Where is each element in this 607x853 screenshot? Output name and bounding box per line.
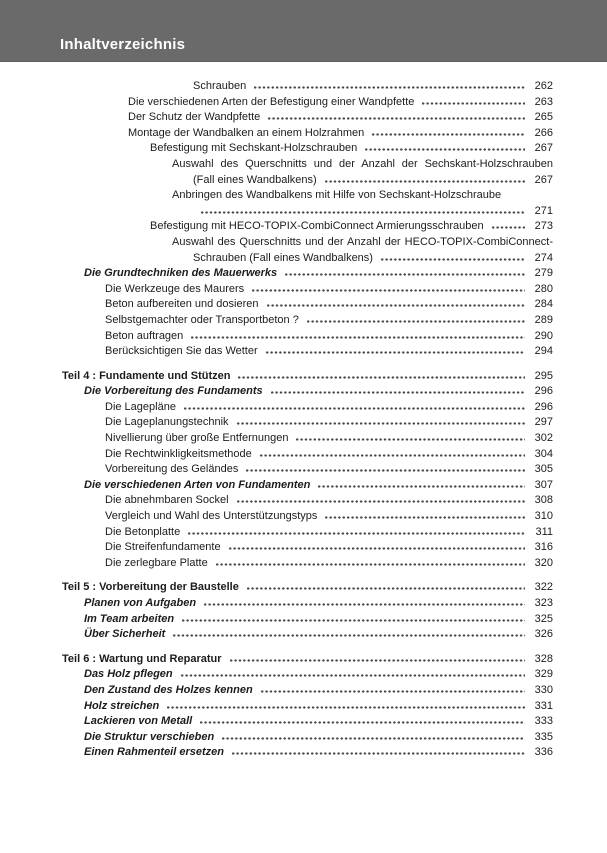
page-number: 263: [534, 95, 553, 108]
dots-leader: [265, 344, 525, 354]
toc-entry: [62, 667, 553, 683]
toc-entry: [62, 612, 553, 628]
page-number: 308: [534, 494, 553, 507]
toc-entry: [62, 525, 553, 541]
dots-leader: [267, 110, 525, 120]
toc-entry-title: Über Sicherheit: [84, 628, 166, 641]
toc-entry-title: Einen Rahmenteil ersetzen: [84, 746, 224, 759]
toc-entry: [62, 714, 553, 730]
page-number: 329: [534, 668, 553, 681]
page-number: 335: [534, 730, 553, 743]
page-number: 322: [534, 581, 553, 594]
page-number: 295: [534, 369, 553, 382]
toc-entry: [62, 297, 553, 313]
toc-entry-title: Teil 4 : Fundamente und Stützen: [62, 369, 231, 382]
dots-leader: [200, 204, 525, 214]
toc-entry-title: Nivellierung über große Entfernungen: [105, 432, 289, 445]
page-number: 262: [534, 80, 553, 92]
dots-leader: [260, 683, 525, 693]
toc-entry: [62, 384, 553, 400]
dots-leader: [203, 596, 525, 606]
toc-entry: [62, 540, 553, 556]
toc-entry-title: (Fall eines Wandbalkens): [193, 173, 317, 186]
toc-entry: [62, 157, 553, 173]
dots-leader: [187, 525, 525, 535]
toc-entry: [62, 730, 553, 746]
toc-entry-title: Die Betonplatte: [105, 525, 181, 538]
toc-entry-title: Montage der Wandbalken an einem Holzrahmen: [128, 126, 365, 139]
dots-leader: [172, 627, 525, 637]
toc-entry: [62, 126, 553, 142]
toc-entry: [62, 596, 553, 612]
toc-entry-title: Anbringen des Wandbalkens mit Hilfe von Sechskant-Holzschraube: [172, 189, 502, 202]
dots-leader: [259, 447, 525, 457]
toc-entry-title: Im Team arbeiten: [84, 612, 175, 625]
page-number: 289: [534, 313, 553, 326]
toc-entry: [62, 478, 553, 494]
toc-entry: [62, 266, 553, 282]
toc-entry-title: Die Lagepläne: [105, 400, 176, 413]
dots-leader: [180, 667, 525, 677]
toc-entry: [62, 110, 553, 126]
toc-entry: [62, 369, 553, 385]
toc-entry: [62, 431, 553, 447]
page-number: 333: [534, 715, 553, 728]
dots-leader: [421, 95, 525, 105]
page-number: 267: [534, 173, 553, 186]
dots-leader: [491, 219, 525, 229]
toc-entry: [62, 313, 553, 329]
toc-entry-title: Die Werkzeuge des Maurers: [105, 282, 245, 295]
page-number: 297: [534, 416, 553, 429]
dots-leader: [266, 297, 525, 307]
toc-entry-title: Die Grundtechniken des Mauerwerks: [84, 267, 278, 280]
toc-entry: [62, 493, 553, 509]
dots-leader: [166, 699, 525, 709]
toc-entry-title: Die verschiedenen Arten von Fundamenten: [84, 478, 311, 491]
toc-entry-title: Schrauben: [193, 80, 247, 92]
toc-entry-title: Die zerlegbare Platte: [105, 556, 208, 569]
page-number: 307: [534, 478, 553, 491]
dots-leader: [228, 540, 525, 550]
toc-entry: [62, 683, 553, 699]
dots-leader: [231, 745, 525, 755]
page-number: 273: [534, 220, 553, 233]
page-number: 326: [534, 628, 553, 641]
toc-entry-title: Beton auftragen: [105, 329, 184, 342]
dots-leader: [270, 384, 525, 394]
page-number: 323: [534, 597, 553, 609]
page-header: [0, 0, 607, 62]
toc-entry-title: Beton aufbereiten und dosieren: [105, 298, 259, 311]
dots-leader: [317, 478, 525, 488]
toc-entry: [62, 462, 553, 478]
toc-entry-title: Teil 6 : Wartung und Reparatur: [62, 652, 222, 665]
page-number: 316: [534, 541, 553, 554]
toc-entry-title: Die abnehmbaren Sockel: [105, 494, 229, 507]
dots-leader: [246, 580, 525, 590]
page-number: 265: [534, 111, 553, 124]
toc-entry: [62, 580, 553, 596]
dots-leader: [236, 493, 525, 503]
toc-entry-title: Auswahl des Querschnitts und der Anzahl der Sechskant-Holzschrauben: [172, 157, 553, 170]
page-number: 311: [535, 525, 553, 538]
page-number: 294: [534, 345, 553, 358]
toc-entry: [62, 141, 553, 157]
page-title: Inhaltverzeichnis: [60, 36, 186, 53]
dots-leader: [245, 462, 525, 472]
dots-leader: [306, 313, 525, 323]
dots-leader: [221, 730, 525, 740]
toc-entry-title: Vorbereitung des Geländes: [105, 463, 239, 476]
toc-entry: [62, 556, 553, 572]
dots-leader: [324, 509, 525, 519]
dots-leader: [324, 173, 525, 183]
toc-entry: [62, 415, 553, 431]
toc-entry-title: Befestigung mit Sechskant-Holzschrauben: [150, 142, 358, 155]
toc-entry-title: Das Holz pflegen: [84, 668, 173, 681]
dots-leader: [295, 431, 525, 441]
toc-entry-title: Selbstgemachter oder Transportbeton ?: [105, 313, 299, 326]
page-number: 305: [534, 463, 553, 476]
toc-entry: [62, 204, 553, 220]
dots-leader: [190, 329, 525, 339]
dots-leader: [371, 126, 525, 136]
page-number: 330: [534, 683, 553, 696]
toc-entry-title: Der Schutz der Wandpfette: [128, 111, 261, 124]
toc-entry-title: Holz streichen: [84, 699, 160, 712]
page-number: 325: [534, 612, 553, 625]
toc-entry: [62, 329, 553, 345]
toc-entry-title: Auswahl des Querschnitts und der Anzahl der HECO-TOPIX-CombiConnect-: [172, 235, 553, 248]
dots-leader: [237, 369, 525, 379]
page-number: 296: [534, 385, 553, 398]
dots-leader: [215, 556, 525, 566]
toc-entry: [62, 652, 553, 668]
toc-entry-title: Planen von Aufgaben: [84, 597, 197, 609]
page-number: 331: [534, 699, 553, 712]
toc-entry: [62, 745, 553, 761]
dots-leader: [199, 714, 525, 724]
page-number: 320: [534, 556, 553, 569]
toc-entry: [62, 400, 553, 416]
page-number: 290: [534, 329, 553, 342]
toc-entry-title: Die Rechtwinkligkeitsmethode: [105, 447, 252, 460]
toc-entry: [62, 627, 553, 643]
toc-entry: [62, 235, 553, 251]
page-number: 328: [534, 652, 553, 665]
dots-leader: [284, 266, 525, 276]
dots-leader: [183, 400, 525, 410]
toc-entry: [62, 219, 553, 235]
page-number: 280: [534, 282, 553, 295]
dots-leader: [229, 652, 525, 662]
toc-entry-title: Die verschiedenen Arten der Befestigung einer Wandpfette: [128, 95, 415, 108]
toc-list: [0, 62, 607, 761]
toc-entry-title: Die Struktur verschieben: [84, 730, 215, 743]
toc-entry-title: Die Vorbereitung des Fundaments: [84, 385, 263, 398]
toc-entry-title: Befestigung mit HECO-TOPIX-CombiConnect Armierungsschrauben: [150, 220, 484, 233]
page-number: 266: [534, 126, 553, 139]
toc-entry: [62, 173, 553, 189]
toc-entry-title: Berücksichtigen Sie das Wetter: [105, 345, 258, 358]
toc-entry: [62, 699, 553, 715]
dots-leader: [253, 79, 525, 89]
page-number: 310: [534, 510, 553, 523]
toc-entry: [62, 344, 553, 360]
page-number: 296: [534, 400, 553, 413]
dots-leader: [236, 415, 525, 425]
page-number: 274: [534, 251, 553, 264]
page-number: 271: [534, 204, 553, 217]
toc-entry-title: Vergleich und Wahl des Unterstützungstyps: [105, 510, 318, 523]
page-number: 304: [534, 447, 553, 460]
toc-entry-title: Schrauben (Fall eines Wandbalkens): [193, 251, 373, 264]
toc-entry: [62, 251, 553, 267]
page-number: 302: [534, 432, 553, 445]
page-number: 279: [534, 267, 553, 280]
toc-entry: [62, 188, 553, 204]
toc-entry-title: Teil 5 : Vorbereitung der Baustelle: [62, 581, 239, 594]
toc-entry: [62, 447, 553, 463]
toc-entry-title: Die Streifenfundamente: [105, 541, 221, 554]
dots-leader: [251, 282, 525, 292]
dots-leader: [380, 251, 525, 261]
page-number: 336: [534, 746, 553, 759]
toc-entry: [62, 282, 553, 298]
page-number: 267: [534, 142, 553, 155]
dots-leader: [181, 612, 525, 622]
toc-entry: [62, 509, 553, 525]
dots-leader: [364, 141, 525, 151]
page-number: 284: [534, 298, 553, 311]
toc-entry: [62, 95, 553, 111]
toc-entry: [62, 79, 553, 95]
toc-entry-title: Lackieren von Metall: [84, 715, 193, 728]
toc-entry-title: Den Zustand des Holzes kennen: [84, 683, 253, 696]
toc-entry-title: Die Lageplanungstechnik: [105, 416, 229, 429]
